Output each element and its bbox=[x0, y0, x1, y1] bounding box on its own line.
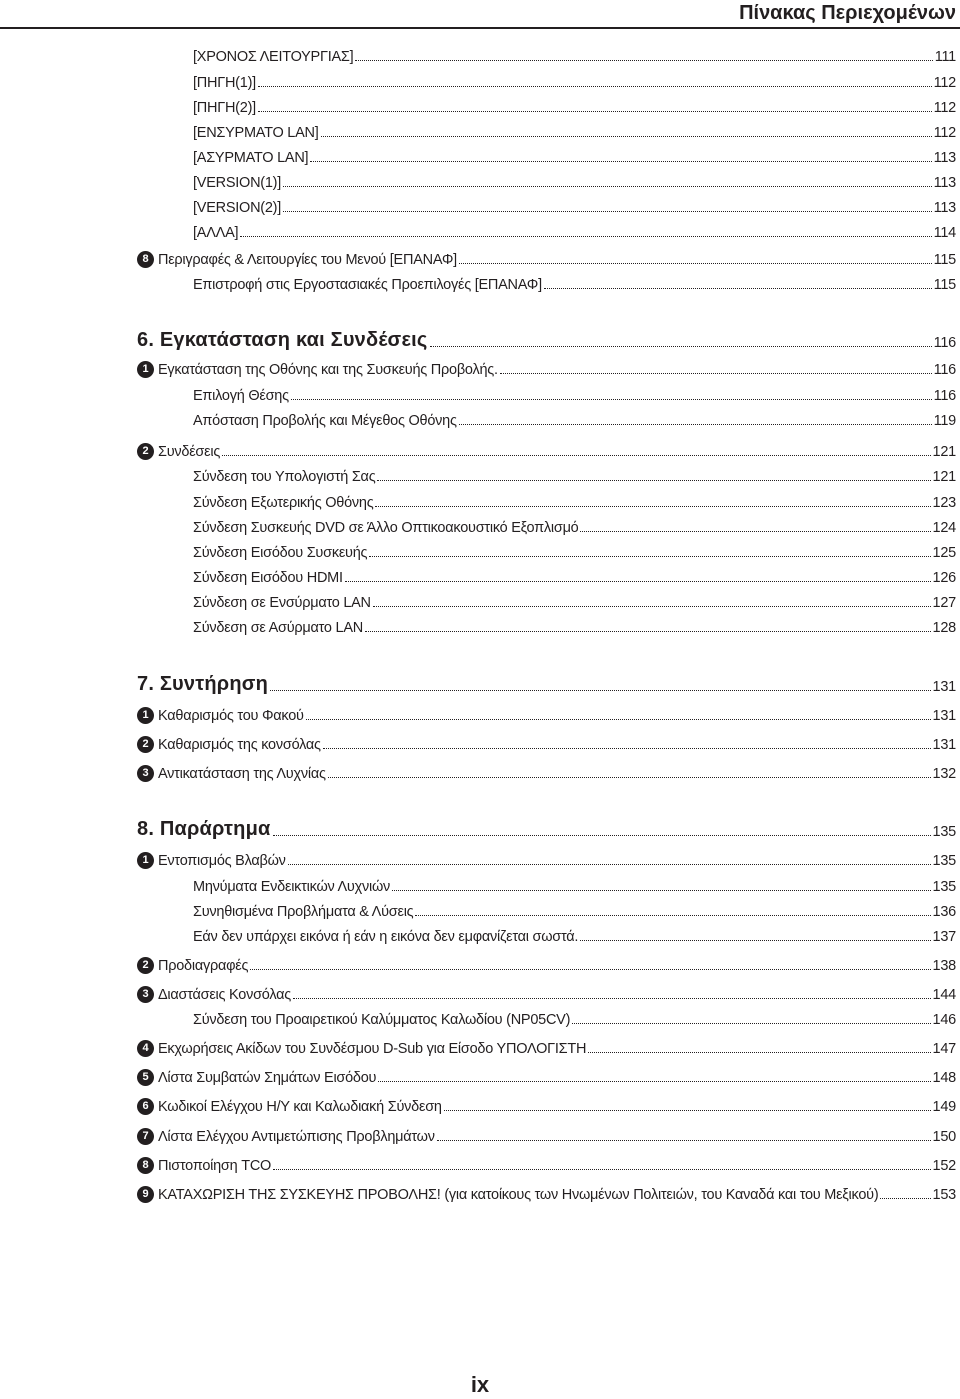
section-number-badge: 3 bbox=[137, 765, 154, 782]
toc-entry[interactable] bbox=[0, 193, 956, 215]
dot-leader bbox=[378, 1081, 930, 1082]
toc-entry[interactable] bbox=[0, 730, 956, 752]
toc-page-number: 128 bbox=[932, 619, 956, 636]
toc-entry[interactable] bbox=[0, 846, 956, 868]
dot-leader bbox=[283, 186, 932, 187]
toc-entry[interactable] bbox=[0, 406, 956, 428]
toc-entry-title: Λίστα Συμβατών Σημάτων Εισόδου bbox=[158, 1069, 377, 1086]
dot-leader bbox=[415, 915, 930, 916]
section-number-badge: 4 bbox=[137, 1040, 154, 1057]
toc-entry-title: Πιστοποίηση TCO bbox=[158, 1157, 272, 1174]
toc-page-number: 131 bbox=[932, 736, 956, 753]
toc-page-number: 116 bbox=[933, 387, 956, 404]
toc-page-number: 137 bbox=[932, 928, 956, 945]
toc-entry[interactable] bbox=[0, 701, 956, 723]
dot-leader bbox=[273, 835, 931, 836]
toc-page-number: 112 bbox=[933, 99, 956, 116]
toc-entry[interactable] bbox=[0, 980, 956, 1002]
section-number-badge: 7 bbox=[137, 1128, 154, 1145]
toc-page-number: 126 bbox=[932, 569, 956, 586]
section-number-badge: 1 bbox=[137, 361, 154, 378]
toc-entry-title: Εγκατάσταση της Οθόνης και της Συσκευής Προβολής. bbox=[158, 361, 498, 378]
dot-leader bbox=[392, 890, 931, 891]
toc-entry[interactable] bbox=[0, 42, 956, 64]
dot-leader bbox=[373, 606, 931, 607]
dot-leader bbox=[355, 60, 932, 61]
toc-chapter-heading[interactable] bbox=[0, 324, 956, 350]
dot-leader bbox=[375, 506, 930, 507]
dot-leader bbox=[321, 136, 932, 137]
page-header-title: Πίνακας Περιεχομένων bbox=[739, 2, 956, 24]
section-number-badge: 6 bbox=[137, 1098, 154, 1115]
toc-entry[interactable] bbox=[0, 1122, 956, 1144]
dot-leader bbox=[459, 263, 932, 264]
toc-page-number: 135 bbox=[932, 878, 956, 895]
dot-leader bbox=[328, 777, 931, 778]
toc-page-number: 111 bbox=[934, 48, 956, 65]
toc-page-number: 112 bbox=[933, 74, 956, 91]
toc-entry[interactable] bbox=[0, 355, 956, 377]
toc-page-number: 148 bbox=[932, 1069, 956, 1086]
toc-entry[interactable] bbox=[0, 613, 956, 635]
section-number-badge: 9 bbox=[137, 1186, 154, 1203]
toc-entry[interactable] bbox=[0, 218, 956, 240]
section-number-badge: 8 bbox=[137, 251, 154, 268]
toc-entry-title: [ΑΣΥΡΜΑΤΟ LAN] bbox=[193, 149, 309, 166]
toc-page-number: 138 bbox=[932, 957, 956, 974]
dot-leader bbox=[588, 1052, 930, 1053]
dot-leader bbox=[240, 236, 931, 237]
toc-entry-title: Επιλογή Θέσης bbox=[193, 387, 289, 404]
dot-leader bbox=[273, 1169, 930, 1170]
toc-entry[interactable] bbox=[0, 538, 956, 560]
toc-entry-title: Αντικατάσταση της Λυχνίας bbox=[158, 765, 326, 782]
toc-chapter-heading[interactable] bbox=[0, 668, 956, 694]
toc-page-number: 115 bbox=[933, 276, 956, 293]
toc-entry[interactable] bbox=[0, 93, 956, 115]
toc-page-number: 146 bbox=[932, 1011, 956, 1028]
toc-entry[interactable] bbox=[0, 462, 956, 484]
toc-entry-title: 6. Εγκατάσταση και Συνδέσεις bbox=[137, 329, 428, 351]
toc-entry[interactable] bbox=[0, 759, 956, 781]
toc-entry-title: [VERSION(2)] bbox=[193, 199, 282, 216]
toc-page-number: 127 bbox=[932, 594, 956, 611]
dot-leader bbox=[222, 455, 930, 456]
toc-entry[interactable] bbox=[0, 168, 956, 190]
toc-chapter-heading[interactable] bbox=[0, 813, 956, 839]
dot-leader bbox=[444, 1110, 931, 1111]
dot-leader bbox=[572, 1023, 930, 1024]
toc-page-number: 116 bbox=[933, 334, 956, 351]
section-number-badge: 8 bbox=[137, 1157, 154, 1174]
toc-entry[interactable] bbox=[0, 1092, 956, 1114]
toc-entry-title: Περιγραφές & Λειτουργίες του Μενού [ΕΠΑΝΑΦ] bbox=[158, 251, 457, 268]
toc-page-number: 149 bbox=[932, 1098, 956, 1115]
toc-entry-title: Εντοπισμός Βλαβών bbox=[158, 852, 286, 869]
toc-entry[interactable] bbox=[0, 897, 956, 919]
toc-entry-title: Συνδέσεις bbox=[158, 443, 221, 460]
toc-entry[interactable] bbox=[0, 118, 956, 140]
toc-page-number: 113 bbox=[933, 199, 956, 216]
toc-page-number: 112 bbox=[933, 124, 956, 141]
toc-entry-title: Απόσταση Προβολής και Μέγεθος Οθόνης bbox=[193, 412, 457, 429]
toc-entry-title: Καθαρισμός του Φακού bbox=[158, 707, 304, 724]
dot-leader bbox=[293, 998, 931, 999]
toc-entry-title: Διαστάσεις Κονσόλας bbox=[158, 986, 291, 1003]
toc-entry-title: Σύνδεση Εισόδου Συσκευής bbox=[193, 544, 368, 561]
toc-page-number: 121 bbox=[932, 443, 956, 460]
section-number-badge: 5 bbox=[137, 1069, 154, 1086]
toc-page-number: 125 bbox=[932, 544, 956, 561]
toc-entry[interactable] bbox=[0, 951, 956, 973]
toc-entry-title: Επιστροφή στις Εργοστασιακές Προεπιλογές [ΕΠΑΝΑΦ] bbox=[193, 276, 542, 293]
toc-entry-title: [ΠΗΓΗ(2)] bbox=[193, 99, 256, 116]
toc-page-number: 113 bbox=[933, 174, 956, 191]
dot-leader bbox=[288, 864, 931, 865]
dot-leader bbox=[306, 719, 931, 720]
dot-leader bbox=[310, 161, 931, 162]
dot-leader bbox=[544, 288, 932, 289]
dot-leader bbox=[258, 111, 932, 112]
toc-entry[interactable] bbox=[0, 381, 956, 403]
dot-leader bbox=[377, 480, 930, 481]
toc-entry-title: Σύνδεση του Υπολογιστή Σας bbox=[193, 468, 376, 485]
toc-page-number: 132 bbox=[932, 765, 956, 782]
toc-entry[interactable] bbox=[0, 1151, 956, 1173]
toc-page-number: 123 bbox=[932, 494, 956, 511]
toc-page-number: 124 bbox=[932, 519, 956, 536]
toc-entry-title: Καθαρισμός της κονσόλας bbox=[158, 736, 321, 753]
toc-page-number: 144 bbox=[932, 986, 956, 1003]
toc-entry-title: 7. Συντήρηση bbox=[137, 673, 269, 695]
dot-leader bbox=[369, 556, 930, 557]
dot-leader bbox=[437, 1140, 931, 1141]
dot-leader bbox=[580, 940, 930, 941]
dot-leader bbox=[283, 211, 932, 212]
section-number-badge: 3 bbox=[137, 986, 154, 1003]
toc-entry-title: Μηνύματα Ενδεικτικών Λυχνιών bbox=[193, 878, 391, 895]
toc-page-number: 131 bbox=[932, 678, 956, 695]
toc-entry-title: Εκχωρήσεις Ακίδων του Συνδέσμου D-Sub για Είσοδο ΥΠΟΛΟΓΙΣΤΗ bbox=[158, 1040, 587, 1057]
toc-entry-title: Σύνδεση Εισόδου HDMI bbox=[193, 569, 343, 586]
toc-page-number: 153 bbox=[932, 1186, 956, 1203]
toc-entry[interactable] bbox=[0, 143, 956, 165]
toc-entry[interactable] bbox=[0, 1180, 956, 1202]
dot-leader bbox=[459, 424, 932, 425]
dot-leader bbox=[345, 581, 931, 582]
page-number: ix bbox=[470, 1372, 490, 1397]
toc-entry-title: Σύνδεση Συσκευής DVD σε Άλλο Οπτικοακουστικό Εξοπλισμό bbox=[193, 519, 579, 536]
toc-entry[interactable] bbox=[0, 1034, 956, 1056]
section-number-badge: 2 bbox=[137, 736, 154, 753]
dot-leader bbox=[270, 690, 931, 691]
toc-entry-title: [VERSION(1)] bbox=[193, 174, 282, 191]
toc-page-number: 152 bbox=[932, 1157, 956, 1174]
toc-page-number: 114 bbox=[933, 224, 956, 241]
toc-entry-title: Συνηθισμένα Προβλήματα & Λύσεις bbox=[193, 903, 414, 920]
toc-entry[interactable] bbox=[0, 588, 956, 610]
section-number-badge: 2 bbox=[137, 957, 154, 974]
toc-entry[interactable] bbox=[0, 872, 956, 894]
toc-entry-title: Λίστα Ελέγχου Αντιμετώπισης Προβλημάτων bbox=[158, 1128, 435, 1145]
toc-entry[interactable] bbox=[0, 488, 956, 510]
toc-entry[interactable] bbox=[0, 1005, 956, 1027]
toc-page-number: 116 bbox=[933, 361, 956, 378]
dot-leader bbox=[500, 373, 932, 374]
dot-leader bbox=[258, 86, 932, 87]
toc-page-number: 131 bbox=[932, 707, 956, 724]
dot-leader bbox=[291, 399, 932, 400]
dot-leader bbox=[430, 346, 932, 347]
toc-entry[interactable] bbox=[0, 563, 956, 585]
toc-page-number: 121 bbox=[932, 468, 956, 485]
toc-entry[interactable] bbox=[0, 270, 956, 292]
toc-entry-title: Σύνδεση Εξωτερικής Οθόνης bbox=[193, 494, 374, 511]
toc-entry-title: Κωδικοί Ελέγχου Η/Υ και Καλωδιακή Σύνδεση bbox=[158, 1098, 442, 1115]
toc-entry-title: [ΑΛΛΑ] bbox=[193, 224, 239, 241]
toc-entry[interactable] bbox=[0, 245, 956, 267]
dot-leader bbox=[250, 969, 930, 970]
toc-page-number: 113 bbox=[933, 149, 956, 166]
toc-entry-title: [ΧΡΟΝΟΣ ΛΕΙΤΟΥΡΓΙΑΣ] bbox=[193, 48, 354, 65]
toc-entry-title: [ΠΗΓΗ(1)] bbox=[193, 74, 256, 91]
toc-entry-title: ΚΑΤΑΧΩΡΙΣΗ ΤΗΣ ΣΥΣΚΕΥΗΣ ΠΡΟΒΟΛΗΣ! (για κατοίκους των Ηνωμένων Πολιτειών, του Καναδά και του Μεξικού) bbox=[158, 1186, 879, 1203]
toc-entry-title: Σύνδεση σε Ασύρματο LAN bbox=[193, 619, 363, 636]
toc-page-number: 119 bbox=[933, 412, 956, 429]
toc-entry-title: Σύνδεση σε Ενσύρματο LAN bbox=[193, 594, 371, 611]
section-number-badge: 2 bbox=[137, 443, 154, 460]
toc-entry-title: Προδιαγραφές bbox=[158, 957, 249, 974]
toc-entry-title: Εάν δεν υπάρχει εικόνα ή εάν η εικόνα δεν εμφανίζεται σωστά. bbox=[193, 928, 579, 945]
toc-entry-title: 8. Παράρτημα bbox=[137, 818, 271, 840]
toc-page-number: 147 bbox=[932, 1040, 956, 1057]
toc-entry[interactable] bbox=[0, 922, 956, 944]
toc-entry-title: [ΕΝΣΥΡΜΑΤΟ LAN] bbox=[193, 124, 319, 141]
section-number-badge: 1 bbox=[137, 707, 154, 724]
toc-entry[interactable] bbox=[0, 1063, 956, 1085]
toc-page-number: 136 bbox=[932, 903, 956, 920]
toc-page-number: 150 bbox=[932, 1128, 956, 1145]
toc-entry-title: Σύνδεση του Προαιρετικού Καλύμματος Καλωδίου (NP05CV) bbox=[193, 1011, 571, 1028]
dot-leader bbox=[365, 631, 931, 632]
toc-entry[interactable] bbox=[0, 437, 956, 459]
toc-page-number: 115 bbox=[933, 251, 956, 268]
dot-leader bbox=[580, 531, 930, 532]
section-number-badge: 1 bbox=[137, 852, 154, 869]
toc-entry[interactable] bbox=[0, 68, 956, 90]
dot-leader bbox=[323, 748, 931, 749]
toc-page-number: 135 bbox=[932, 852, 956, 869]
toc-entry[interactable] bbox=[0, 513, 956, 535]
toc-page-number: 135 bbox=[932, 823, 956, 840]
dot-leader bbox=[880, 1198, 930, 1199]
